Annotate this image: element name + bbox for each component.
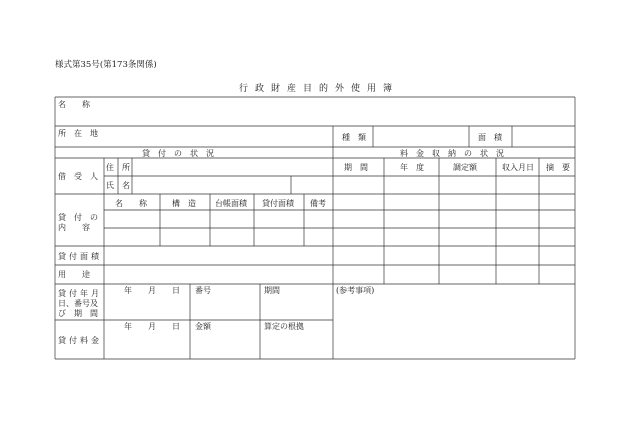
address-label: 住 所 [106, 163, 130, 172]
number-label: 番号 [195, 286, 211, 295]
name-label: 名 称 [58, 100, 90, 109]
content-col-ledger-area: 台帳面積 [215, 199, 247, 208]
area-label: 面 積 [478, 133, 502, 142]
content-col-remarks: 備考 [310, 199, 326, 208]
form-number: 様式第35号(第173条関係) [55, 60, 157, 70]
lending-date-placeholder: 年 月 日 [124, 286, 180, 295]
period-label-line2: 日、番号及 [58, 299, 98, 308]
purpose-label: 用 途 [58, 270, 90, 279]
content-col-lending-area: 貸付面積 [262, 199, 294, 208]
content-col-structure: 構 造 [172, 199, 196, 208]
type-label: 種 類 [342, 133, 366, 142]
lending-area-label: 貸付面積 [58, 252, 102, 261]
fee-date-placeholder: 年 月 日 [124, 322, 180, 331]
period-label-line1: 貸付年月 [58, 289, 102, 298]
person-name-label: 氏 名 [106, 181, 130, 190]
form-title: 行政財産目的外使用簿 [239, 84, 400, 94]
reference-label: (参考事項) [336, 286, 375, 295]
fee-status-header: 料 金 収 納 の 状 況 [400, 149, 504, 158]
period-column-header: 期 間 [344, 163, 368, 172]
content-label-line1: 貸 付 の [58, 213, 98, 222]
basis-label: 算定の根拠 [264, 322, 304, 331]
receipt-date-column-header: 収入月日 [502, 163, 534, 172]
borrower-label: 借 受 人 [58, 172, 98, 181]
amount-label: 金額 [195, 322, 211, 331]
year-column-header: 年 度 [400, 163, 424, 172]
summary-column-header: 摘 要 [546, 163, 570, 172]
lending-status-header: 貸 付 の 状 況 [142, 149, 214, 158]
fee-label: 貸付料金 [58, 336, 102, 345]
content-label-line2: 内 容 [58, 223, 90, 232]
period-small-label: 期間 [264, 286, 280, 295]
assessed-amount-column-header: 調定額 [453, 163, 477, 172]
content-col-name: 名 称 [115, 199, 147, 208]
location-label: 所 在 地 [58, 129, 98, 138]
period-label-line3: び 期 間 [58, 309, 98, 318]
